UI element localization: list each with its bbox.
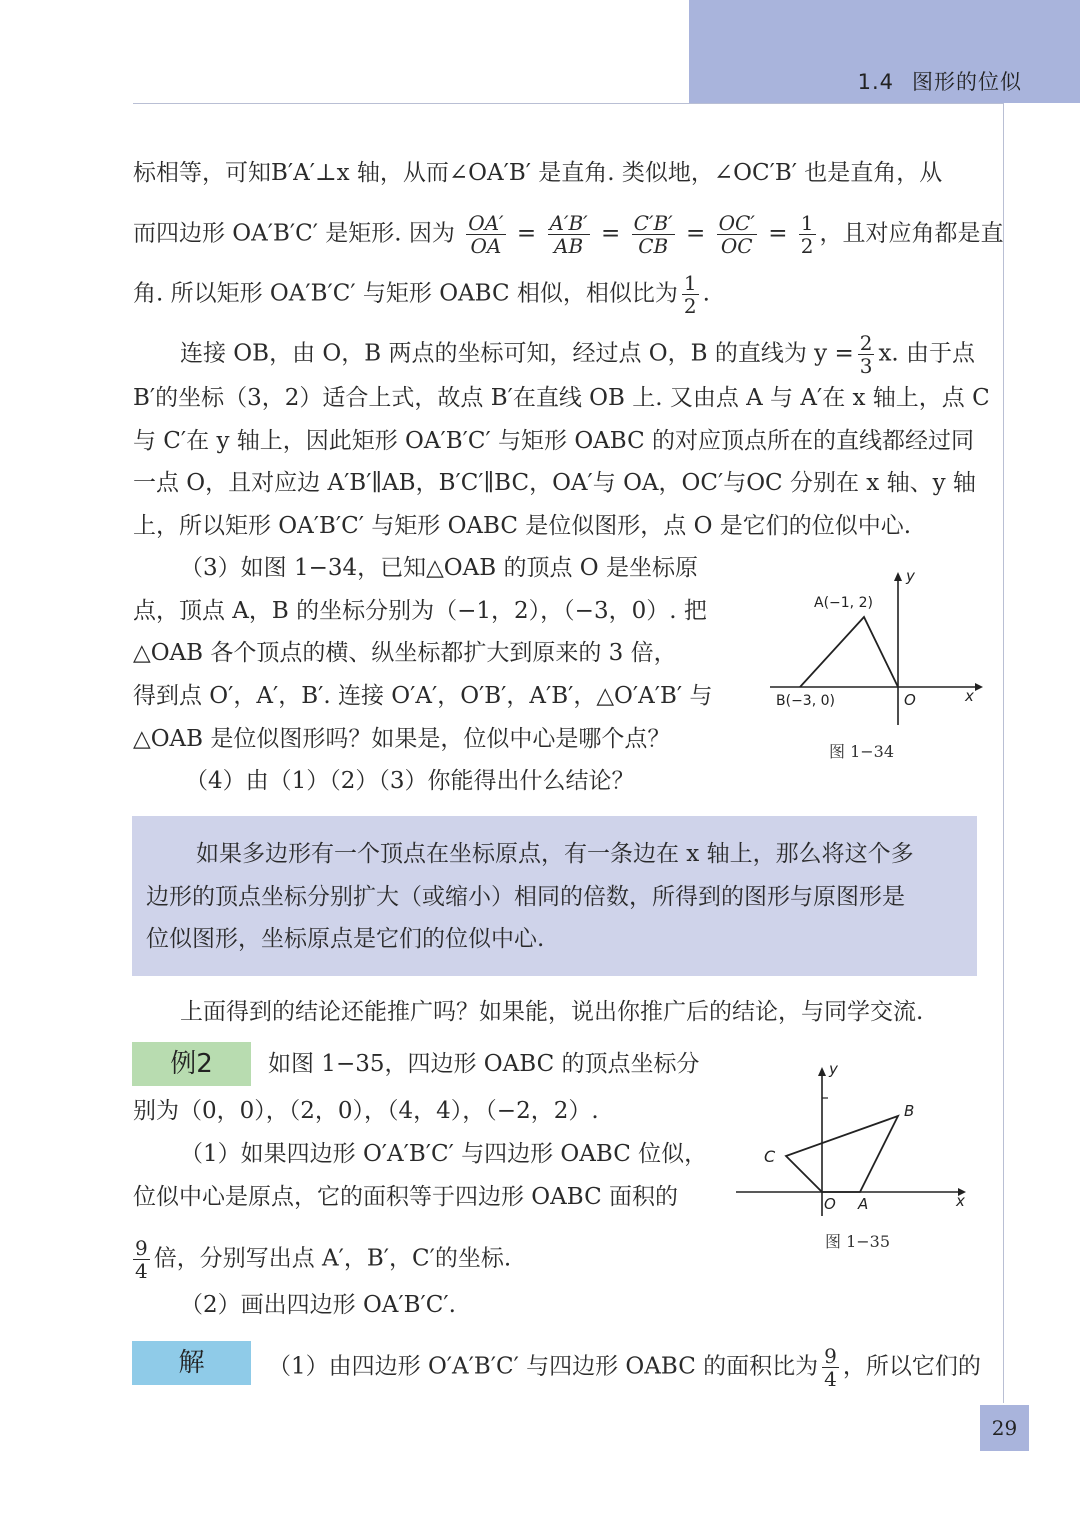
- equals-sign: =: [686, 220, 706, 247]
- example-label: 例2: [132, 1042, 251, 1086]
- origin-label: O: [904, 691, 916, 709]
- text-span: ，所以它们的: [842, 1353, 981, 1380]
- text-line: 如图 1−35，四边形 OABC 的顶点坐标分: [268, 1051, 700, 1077]
- text-span: （1）由四边形 O′A′B′C′ 与四边形 OABC 的面积比为: [268, 1353, 819, 1380]
- y-axis-arrow: [818, 1067, 826, 1076]
- figure-caption: 图 1−35: [825, 1232, 891, 1251]
- text-line: 位似中心是原点，它的面积等于四边形 OABC 面积的: [133, 1184, 679, 1210]
- text-line: 一点 O，且对应边 A′B′∥AB，B′C′∥BC，OA′与 OA，OC′与OC 分别在 x 轴、y 轴: [133, 470, 976, 496]
- fraction-denominator: AB: [554, 234, 584, 258]
- fraction-numerator: C′B′: [633, 211, 673, 235]
- y-axis-label: y: [829, 1060, 838, 1078]
- margin-rule: [1003, 103, 1004, 1403]
- point-label-a: A(−1, 2): [814, 595, 873, 611]
- fraction: [799, 212, 816, 257]
- fraction-denominator: CB: [638, 234, 669, 258]
- fraction: [548, 212, 590, 257]
- text-span: 而四边形 OA′B′C′ 是矩形. 因为: [133, 220, 455, 247]
- text-span: x. 由于点: [878, 340, 976, 367]
- triangle-oab: [800, 617, 898, 687]
- fraction-denominator: 2: [800, 234, 814, 258]
- text-line: [133, 272, 710, 317]
- fraction: [133, 1237, 150, 1282]
- text-line: 别为（0，0），（2，0），（4，4），（−2，2）.: [133, 1098, 599, 1124]
- text-line: （1）如果四边形 O′A′B′C′ 与四边形 OABC 位似，: [180, 1141, 708, 1167]
- text-line: B′的坐标（3，2）适合上式，故点 B′在直线 OB 上. 又由点 A 与 A′在 x 轴上，点 C: [133, 385, 990, 411]
- text-line: 边形的顶点坐标分别扩大（或缩小）相同的倍数，所得到的图形与原图形是: [146, 884, 905, 910]
- y-axis-label: y: [906, 567, 915, 585]
- text-line: 得到点 O′，A′，B′. 连接 O′A′，O′B′，A′B′，△O′A′B′ 与: [133, 683, 713, 709]
- section-header: [858, 66, 1022, 96]
- quadrilateral-oabc: [786, 1116, 898, 1192]
- header-rule: [133, 103, 1003, 104]
- text-line: [133, 1237, 511, 1282]
- fraction-denominator: 4: [135, 1259, 148, 1283]
- fraction-numerator: OA′: [468, 211, 504, 235]
- fraction: [632, 212, 675, 257]
- fraction: [858, 332, 875, 377]
- y-axis-arrow: [894, 572, 902, 581]
- text-line: 位似图形，坐标原点是它们的位似中心.: [146, 926, 545, 952]
- point-label-b: B: [904, 1102, 915, 1120]
- text-span: 倍，分别写出点 A′，B′，C′的坐标.: [153, 1245, 512, 1272]
- text-line: 如果多边形有一个顶点在坐标原点，有一条边在 x 轴上，那么将这个多: [196, 841, 914, 867]
- section-header-tab: [689, 0, 1080, 103]
- fraction: [822, 1345, 839, 1390]
- equals-sign: =: [768, 220, 788, 247]
- text-line: （2）画出四边形 OA′B′C′.: [180, 1292, 456, 1318]
- fraction-numerator: OC′: [718, 211, 755, 235]
- text-line: 点，顶点 A，B 的坐标分别为（−1，2），（−3，0）. 把: [133, 598, 707, 624]
- text-span: 角. 所以矩形 OA′B′C′ 与矩形 OABC 相似，相似比为: [133, 280, 678, 307]
- fraction-denominator: 4: [824, 1367, 837, 1391]
- section-title: 图形的位似: [912, 70, 1022, 94]
- fraction-denominator: OC: [720, 234, 753, 258]
- text-line: [133, 212, 1004, 257]
- text-span: 连接 OB，由 O，B 两点的坐标可知，经过点 O，B 的直线为 y =: [180, 340, 854, 367]
- page-number: 29: [980, 1405, 1029, 1451]
- fraction-numerator: A′B′: [549, 211, 588, 235]
- x-axis-arrow: [975, 683, 983, 691]
- figure-1-34: [760, 565, 990, 765]
- origin-label: O: [824, 1195, 836, 1213]
- text-line: △OAB 是位似图形吗？如果是，位似中心是哪个点？: [133, 726, 671, 752]
- point-label-c: C: [764, 1147, 776, 1166]
- fraction-numerator: 1: [683, 271, 697, 295]
- text-line: 上，所以矩形 OA′B′C′ 与矩形 OABC 是位似图形，点 O 是它们的位似中心.: [133, 513, 912, 539]
- figure-caption: 图 1−34: [829, 742, 895, 761]
- fraction-numerator: 9: [824, 1344, 837, 1368]
- x-axis-label: x: [965, 687, 974, 705]
- text-line: [180, 332, 975, 377]
- fraction-numerator: 1: [800, 211, 814, 235]
- text-line: （4）由（1）（2）（3）你能得出什么结论？: [185, 768, 635, 794]
- solution-label: 解: [132, 1341, 251, 1385]
- fraction-numerator: 2: [859, 331, 873, 355]
- text-line: 上面得到的结论还能推广吗？如果能，说出你推广后的结论，与同学交流.: [180, 999, 924, 1025]
- equals-sign: =: [516, 220, 537, 247]
- text-line: [268, 1345, 981, 1390]
- text-line: 标相等，可知B′A′⊥x 轴，从而∠OA′B′ 是直角. 类似地，∠OC′B′ 也是直角，从: [133, 160, 943, 186]
- figure-1-35: [730, 1058, 975, 1228]
- point-label-a: A: [858, 1195, 869, 1213]
- fraction: [466, 212, 505, 257]
- equals-sign: =: [601, 220, 621, 247]
- fraction-denominator: 2: [683, 294, 697, 318]
- text-line: 与 C′在 y 轴上，因此矩形 OA′B′C′ 与矩形 OABC 的对应顶点所在的直线都经过同: [133, 428, 975, 454]
- fraction: [682, 272, 699, 317]
- fraction: [717, 212, 757, 257]
- fraction-numerator: 9: [135, 1236, 148, 1260]
- section-number: 1.4: [857, 70, 894, 94]
- conclusion-box: [132, 816, 977, 976]
- text-span: ，且对应角都是直: [819, 220, 1004, 247]
- fraction-denominator: OA: [470, 234, 502, 258]
- text-line: △OAB 各个顶点的横、纵坐标都扩大到原来的 3 倍，: [133, 640, 677, 666]
- text-line: （3）如图 1−34，已知△OAB 的顶点 O 是坐标原: [180, 555, 698, 581]
- text-span: .: [702, 280, 710, 307]
- x-axis-label: x: [956, 1192, 965, 1210]
- point-label-b: B(−3, 0): [776, 693, 835, 709]
- fraction-denominator: 3: [859, 354, 873, 378]
